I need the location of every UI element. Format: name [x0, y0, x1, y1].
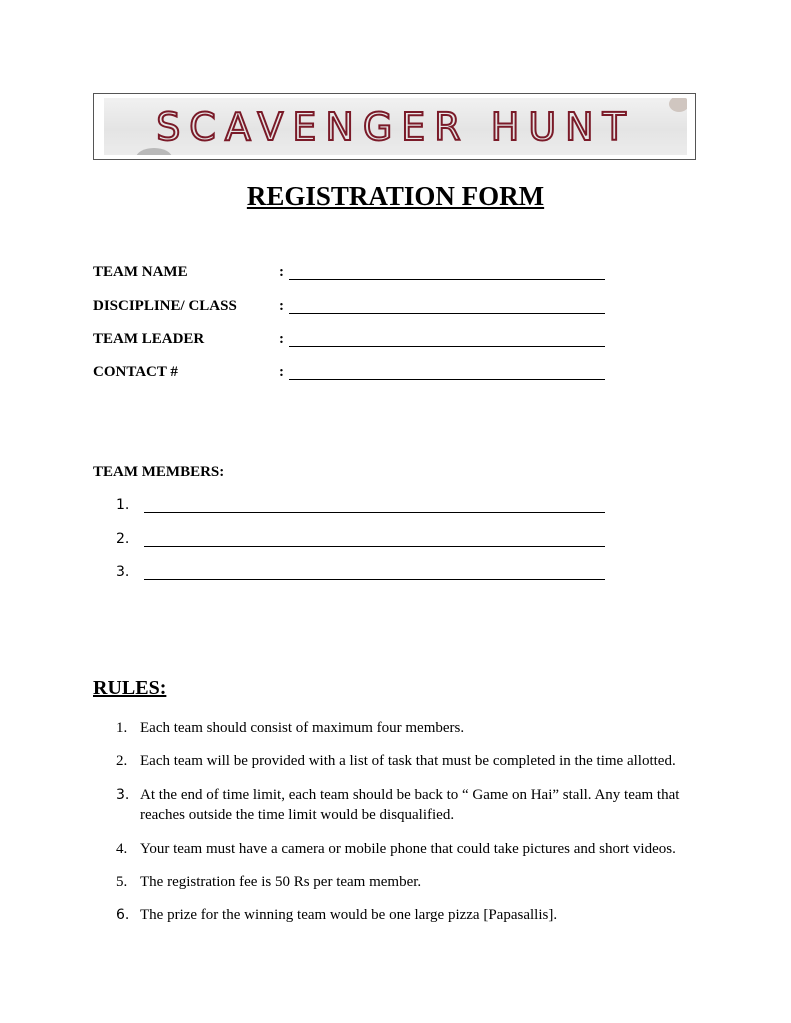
- team-member-blank[interactable]: [144, 546, 605, 547]
- field-label: TEAM NAME: [93, 264, 188, 280]
- team-member-blank[interactable]: [144, 512, 605, 513]
- contact-blank[interactable]: [289, 379, 605, 380]
- rule-number: 2.: [116, 753, 128, 769]
- field-colon: :: [279, 264, 284, 280]
- rule-number: 1.: [116, 720, 128, 736]
- field-colon: :: [279, 331, 284, 347]
- member-number: 2.: [116, 531, 130, 547]
- rules-heading: RULES:: [93, 677, 167, 699]
- banner-image-frame: [93, 93, 696, 160]
- field-colon: :: [279, 298, 284, 314]
- banner-title: SCAVENGER HUNT: [156, 104, 635, 149]
- rule-number: 4.: [116, 841, 128, 857]
- field-label: CONTACT #: [93, 364, 178, 380]
- rule-text: Each team should consist of maximum four members.: [140, 720, 465, 736]
- form-title: REGISTRATION FORM: [246, 181, 545, 211]
- rule-text: Each team will be provided with a list of task that must be completed in the time allotted.: [140, 753, 676, 769]
- rule-number: 3.: [116, 787, 130, 803]
- member-number: 1.: [116, 497, 130, 513]
- team-name-blank[interactable]: [289, 279, 605, 280]
- field-colon: :: [279, 364, 284, 380]
- field-label: TEAM LEADER: [93, 331, 205, 347]
- team-members-heading: TEAM MEMBERS:: [93, 464, 225, 480]
- discipline-class-blank[interactable]: [289, 313, 605, 314]
- rule-number: 6.: [116, 907, 130, 923]
- rule-text: Your team must have a camera or mobile phone that could take pictures and short videos.: [140, 841, 676, 857]
- team-leader-blank[interactable]: [289, 346, 605, 347]
- field-label: DISCIPLINE/ CLASS: [93, 298, 237, 314]
- member-number: 3.: [116, 564, 130, 580]
- rule-text: At the end of time limit, each team should be back to “ Game on Hai” stall. Any team that reaches outside the time limit would be disqualified.: [140, 787, 680, 823]
- rule-text: The prize for the winning team would be one large pizza [Papasallis].: [140, 907, 558, 923]
- rule-number: 5.: [116, 874, 128, 890]
- rule-text: The registration fee is 50 Rs per team member.: [140, 874, 422, 890]
- scavenger-hunt-banner: [104, 98, 687, 155]
- team-member-blank[interactable]: [144, 579, 605, 580]
